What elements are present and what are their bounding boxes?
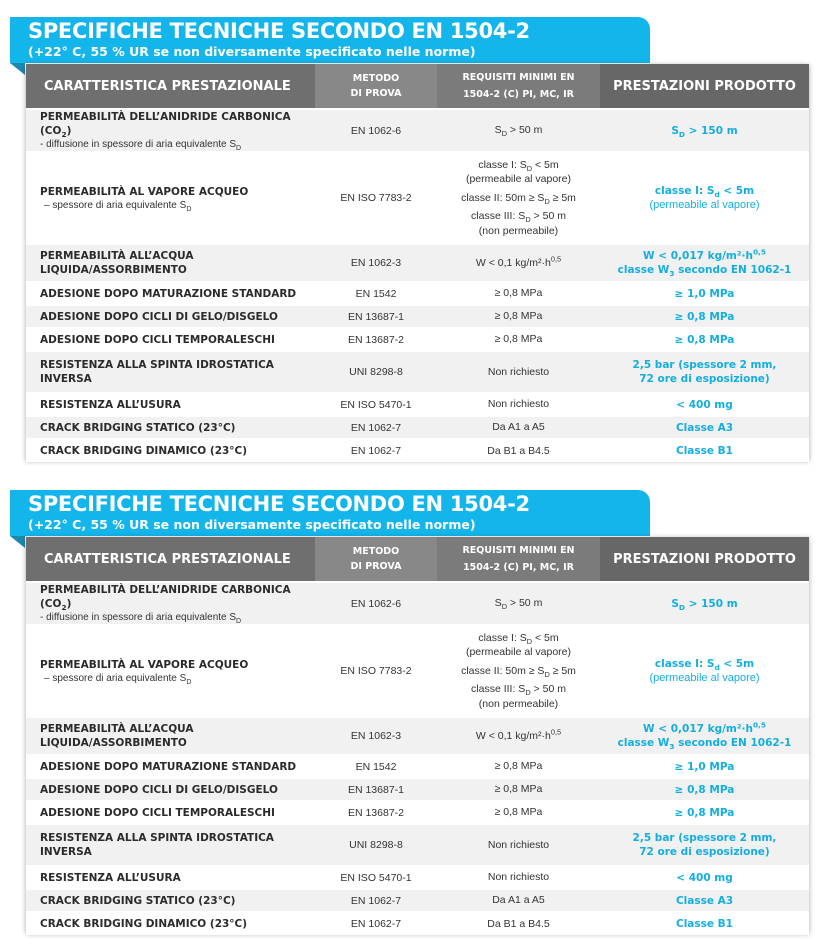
cell-requisiti: Non richiesto (437, 866, 600, 889)
cell-prestazioni: Classe B1 (600, 912, 809, 935)
cell-prestazioni: Classe B1 (600, 439, 809, 462)
table-row (26, 866, 809, 889)
cell-caratteristica: ADESIONE DOPO CICLI DI GELO/DISGELO (26, 305, 315, 328)
table-row (26, 152, 809, 244)
cell-requisiti: W < 0,1 $kg/m^2\cdot h^{0,5}$ (437, 717, 600, 755)
cell-prestazioni: W < 0,017 $kg/m^2\cdot h^{0,5}$ classe $W_3$ secondo EN 1062-1 (600, 244, 809, 282)
cell-prestazioni: ≥ 0,8 MPa (600, 328, 809, 351)
table-row (26, 717, 809, 755)
cell-requisiti: Da A1 a A5 (437, 416, 600, 439)
cell-metodo: EN 1062-7 (315, 912, 437, 935)
table-row (26, 282, 809, 305)
header-prestazioni: PRESTAZIONI PRODOTTO (600, 537, 809, 582)
cell-requisiti: classe I: $S_D < 5m$ (permeabile al vapore) classe II: $50m \ge S_D \ge 5m$ classe III: $S_D > 50$ m (non permeabile) (437, 625, 600, 717)
spec-table-panel (26, 537, 809, 933)
header-prestazioni: PRESTAZIONI PRODOTTO (600, 64, 809, 109)
table-row (26, 393, 809, 416)
cell-requisiti: Non richiesto (437, 824, 600, 866)
header-caratteristica: CARATTERISTICA PRESTAZIONALE (26, 537, 315, 582)
title-banner (10, 490, 650, 536)
table-row (26, 824, 809, 866)
table-row (26, 244, 809, 282)
cell-caratteristica: ADESIONE DOPO MATURAZIONE STANDARD (26, 282, 315, 305)
table-row (26, 912, 809, 935)
spec-table (26, 64, 809, 462)
cell-requisiti: ≥ 0,8 MPa (437, 801, 600, 824)
table-row (26, 778, 809, 801)
banner-fold (10, 536, 25, 548)
cell-prestazioni: $S_D > 150$ m (600, 109, 809, 152)
cell-caratteristica: RESISTENZA ALLA SPINTA IDROSTATICA INVERSA (26, 824, 315, 866)
page-title: SPECIFICHE TECNICHE SECONDO EN 1504-2 (28, 19, 530, 43)
cell-metodo: EN 1542 (315, 755, 437, 778)
header-requisiti: REQUISITI MINIMI EN 1504-2 (C) PI, MC, IR (437, 64, 600, 109)
table-header-row (26, 537, 809, 582)
cell-caratteristica: PERMEABILITÀ ALL’ACQUA LIQUIDA/ASSORBIMENTO (26, 717, 315, 755)
cell-metodo: EN ISO 7783-2 (315, 625, 437, 717)
table-row (26, 328, 809, 351)
cell-requisiti: W < 0,1 $kg/m^2\cdot h^{0,5}$ (437, 244, 600, 282)
cell-prestazioni: ≥ 0,8 MPa (600, 778, 809, 801)
cell-requisiti: Non richiesto (437, 351, 600, 393)
cell-caratteristica: CRACK BRIDGING DINAMICO (23°C) (26, 912, 315, 935)
cell-prestazioni: Classe A3 (600, 416, 809, 439)
cell-prestazioni: ≥ 0,8 MPa (600, 801, 809, 824)
table-row (26, 109, 809, 152)
cell-requisiti: $S_D > 50$ m (437, 109, 600, 152)
cell-prestazioni: classe I: $S_d < 5m$ (permeabile al vapore) (600, 625, 809, 717)
cell-prestazioni: W < 0,017 $kg/m^2\cdot h^{0,5}$ classe $W_3$ secondo EN 1062-1 (600, 717, 809, 755)
table-header-row (26, 64, 809, 109)
cell-metodo: UNI 8298-8 (315, 351, 437, 393)
header-metodo: METODO DI PROVA (315, 64, 437, 109)
cell-prestazioni: classe I: $S_d < 5m$ (permeabile al vapore) (600, 152, 809, 244)
cell-requisiti: ≥ 0,8 MPa (437, 755, 600, 778)
table-row (26, 625, 809, 717)
cell-requisiti: Da A1 a A5 (437, 889, 600, 912)
table-row (26, 305, 809, 328)
table-row (26, 439, 809, 462)
cell-caratteristica: PERMEABILITÀ ALL’ACQUA LIQUIDA/ASSORBIMENTO (26, 244, 315, 282)
banner-fold (10, 63, 25, 75)
cell-prestazioni: ≥ 1,0 MPa (600, 282, 809, 305)
cell-metodo: EN ISO 5470-1 (315, 866, 437, 889)
header-metodo: METODO DI PROVA (315, 537, 437, 582)
cell-metodo: EN 1062-6 (315, 109, 437, 152)
cell-metodo: EN 1542 (315, 282, 437, 305)
cell-caratteristica: CRACK BRIDGING STATICO (23°C) (26, 889, 315, 912)
cell-caratteristica: RESISTENZA ALL’USURA (26, 393, 315, 416)
cell-prestazioni: 2,5 bar (spessore 2 mm, 72 ore di esposizione) (600, 824, 809, 866)
cell-caratteristica: PERMEABILITÀ AL VAPORE ACQUEO – spessore di aria equivalente $S_D$ (26, 625, 315, 717)
table-row (26, 351, 809, 393)
cell-metodo: EN ISO 5470-1 (315, 393, 437, 416)
cell-caratteristica: PERMEABILITÀ DELL’ANIDRIDE CARBONICA $(CO_2)$ - diffusione in spessore di aria equivalente $S_D$ (26, 582, 315, 625)
page-subtitle: (+22° C, 55 % UR se non diversamente specificato nelle norme) (28, 44, 476, 59)
cell-requisiti: Da B1 a B4.5 (437, 912, 600, 935)
cell-metodo: EN 13687-1 (315, 778, 437, 801)
cell-requisiti: ≥ 0,8 MPa (437, 282, 600, 305)
cell-prestazioni: $S_D > 150$ m (600, 582, 809, 625)
spec-table (26, 537, 809, 935)
cell-requisiti: Da B1 a B4.5 (437, 439, 600, 462)
cell-metodo: EN 1062-6 (315, 582, 437, 625)
cell-caratteristica: RESISTENZA ALL’USURA (26, 866, 315, 889)
spec-table-panel (26, 64, 809, 460)
cell-caratteristica: ADESIONE DOPO CICLI DI GELO/DISGELO (26, 778, 315, 801)
cell-prestazioni: 2,5 bar (spessore 2 mm, 72 ore di esposizione) (600, 351, 809, 393)
cell-caratteristica: ADESIONE DOPO MATURAZIONE STANDARD (26, 755, 315, 778)
cell-metodo: EN 1062-7 (315, 889, 437, 912)
table-row (26, 582, 809, 625)
table-row (26, 755, 809, 778)
cell-prestazioni: ≥ 0,8 MPa (600, 305, 809, 328)
cell-metodo: EN 13687-2 (315, 801, 437, 824)
cell-caratteristica: CRACK BRIDGING STATICO (23°C) (26, 416, 315, 439)
cell-requisiti: ≥ 0,8 MPa (437, 778, 600, 801)
page-title: SPECIFICHE TECNICHE SECONDO EN 1504-2 (28, 492, 530, 516)
cell-requisiti: $S_D > 50$ m (437, 582, 600, 625)
cell-caratteristica: PERMEABILITÀ AL VAPORE ACQUEO – spessore di aria equivalente $S_D$ (26, 152, 315, 244)
cell-requisiti: Non richiesto (437, 393, 600, 416)
header-caratteristica: CARATTERISTICA PRESTAZIONALE (26, 64, 315, 109)
cell-caratteristica: ADESIONE DOPO CICLI TEMPORALESCHI (26, 801, 315, 824)
cell-caratteristica: ADESIONE DOPO CICLI TEMPORALESCHI (26, 328, 315, 351)
cell-metodo: EN 1062-3 (315, 717, 437, 755)
cell-metodo: EN 13687-2 (315, 328, 437, 351)
cell-prestazioni: ≥ 1,0 MPa (600, 755, 809, 778)
cell-requisiti: ≥ 0,8 MPa (437, 328, 600, 351)
page-subtitle: (+22° C, 55 % UR se non diversamente specificato nelle norme) (28, 517, 476, 532)
cell-metodo: UNI 8298-8 (315, 824, 437, 866)
table-row (26, 889, 809, 912)
cell-metodo: EN 13687-1 (315, 305, 437, 328)
cell-requisiti: classe I: $S_D < 5m$ (permeabile al vapore) classe II: $50m \ge S_D \ge 5m$ classe III: $S_D > 50$ m (non permeabile) (437, 152, 600, 244)
cell-caratteristica: RESISTENZA ALLA SPINTA IDROSTATICA INVERSA (26, 351, 315, 393)
table-row (26, 801, 809, 824)
cell-prestazioni: < 400 mg (600, 393, 809, 416)
cell-metodo: EN 1062-7 (315, 439, 437, 462)
cell-caratteristica: PERMEABILITÀ DELL’ANIDRIDE CARBONICA $(CO_2)$ - diffusione in spessore di aria equivalente $S_D$ (26, 109, 315, 152)
header-requisiti: REQUISITI MINIMI EN 1504-2 (C) PI, MC, IR (437, 537, 600, 582)
cell-requisiti: ≥ 0,8 MPa (437, 305, 600, 328)
table-row (26, 416, 809, 439)
title-banner (10, 17, 650, 63)
cell-metodo: EN 1062-3 (315, 244, 437, 282)
cell-metodo: EN ISO 7783-2 (315, 152, 437, 244)
cell-prestazioni: Classe A3 (600, 889, 809, 912)
cell-metodo: EN 1062-7 (315, 416, 437, 439)
cell-caratteristica: CRACK BRIDGING DINAMICO (23°C) (26, 439, 315, 462)
cell-prestazioni: < 400 mg (600, 866, 809, 889)
